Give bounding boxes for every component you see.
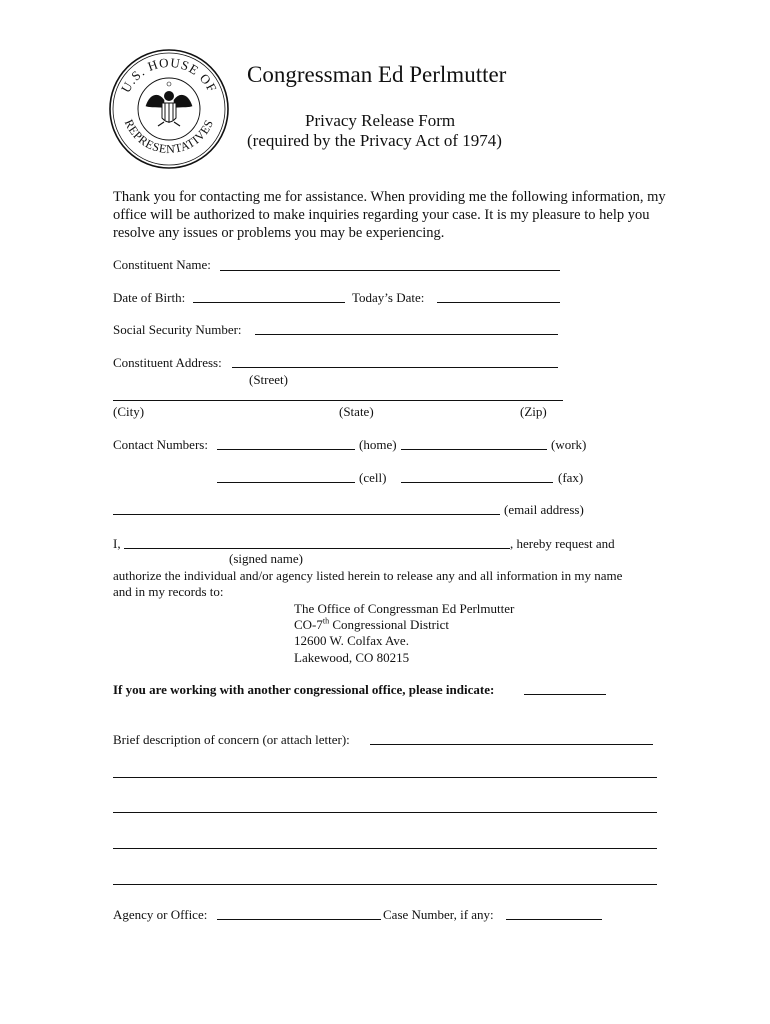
- other-office-field[interactable]: [524, 694, 606, 695]
- zip-caption: (Zip): [520, 404, 547, 419]
- fax-caption: (fax): [558, 470, 584, 485]
- office-city: Lakewood, CO 80215: [294, 650, 410, 665]
- concern-line-2[interactable]: [113, 777, 657, 778]
- i-label: I,: [113, 536, 121, 551]
- ssn-label: Social Security Number:: [113, 322, 242, 337]
- email-caption: (email address): [504, 502, 584, 517]
- concern-label: Brief description of concern (or attach letter):: [113, 732, 350, 747]
- city-caption: (City): [113, 404, 145, 419]
- agency-field[interactable]: [217, 919, 381, 920]
- home-caption: (home): [359, 437, 397, 452]
- authorization-text-line1: authorize the individual and/or agency listed herein to release any and all information in my name: [113, 568, 623, 583]
- work-caption: (work): [551, 437, 587, 452]
- case-number-field[interactable]: [506, 919, 602, 920]
- contact-numbers-label: Contact Numbers:: [113, 437, 208, 452]
- todays-date-field[interactable]: [437, 302, 560, 303]
- hereby-request-text: , hereby request and: [510, 536, 615, 551]
- email-field[interactable]: [113, 514, 500, 515]
- other-office-label: If you are working with another congressional office, please indicate:: [113, 682, 495, 697]
- agency-label: Agency or Office:: [113, 907, 208, 922]
- office-district: CO-7th Congressional District: [294, 616, 450, 632]
- signed-name-field[interactable]: [124, 548, 510, 549]
- todays-date-label: Today’s Date:: [352, 290, 425, 305]
- city-state-zip-field[interactable]: [113, 400, 563, 401]
- form-requirement: (required by the Privacy Act of 1974): [247, 131, 502, 150]
- cell-phone-field[interactable]: [217, 482, 355, 483]
- house-of-representatives-seal: [108, 48, 230, 170]
- concern-field-first[interactable]: [370, 744, 653, 745]
- office-street: 12600 W. Colfax Ave.: [294, 633, 409, 648]
- constituent-name-field[interactable]: [220, 270, 560, 271]
- street-field[interactable]: [232, 367, 558, 368]
- page-title: Congressman Ed Perlmutter: [247, 62, 507, 87]
- intro-paragraph: Thank you for contacting me for assistance. When providing me the following information, my office will be authorized to make inquiries regarding your case. It is my pleasure to help you resolve any issues or problems you may be experiencing.: [113, 189, 666, 241]
- cell-caption: (cell): [359, 470, 387, 485]
- work-phone-field[interactable]: [401, 449, 547, 450]
- svg-text:REPRESENTATIVES: [122, 117, 216, 156]
- svg-text:U.S. HOUSE OF: [118, 55, 220, 95]
- home-phone-field[interactable]: [217, 449, 355, 450]
- fax-field[interactable]: [401, 482, 553, 483]
- ssn-field[interactable]: [255, 334, 558, 335]
- dob-label: Date of Birth:: [113, 290, 186, 305]
- concern-line-5[interactable]: [113, 884, 657, 885]
- seal-text-top: U.S. HOUSE OF: [117, 54, 221, 96]
- case-number-label: Case Number, if any:: [383, 907, 494, 922]
- concern-line-3[interactable]: [113, 812, 657, 813]
- eagle-icon: [146, 82, 192, 126]
- form-name: Privacy Release Form: [305, 111, 456, 130]
- dob-field[interactable]: [193, 302, 345, 303]
- seal-text-bottom: REPRESENTATIVES: [121, 117, 217, 157]
- authorization-text-line2: and in my records to:: [113, 584, 224, 599]
- office-name: The Office of Congressman Ed Perlmutter: [294, 601, 515, 616]
- constituent-name-label: Constituent Name:: [113, 257, 211, 272]
- signed-name-caption: (signed name): [229, 551, 304, 566]
- street-caption: (Street): [249, 372, 288, 387]
- state-caption: (State): [339, 404, 374, 419]
- address-label: Constituent Address:: [113, 355, 222, 370]
- concern-line-4[interactable]: [113, 848, 657, 849]
